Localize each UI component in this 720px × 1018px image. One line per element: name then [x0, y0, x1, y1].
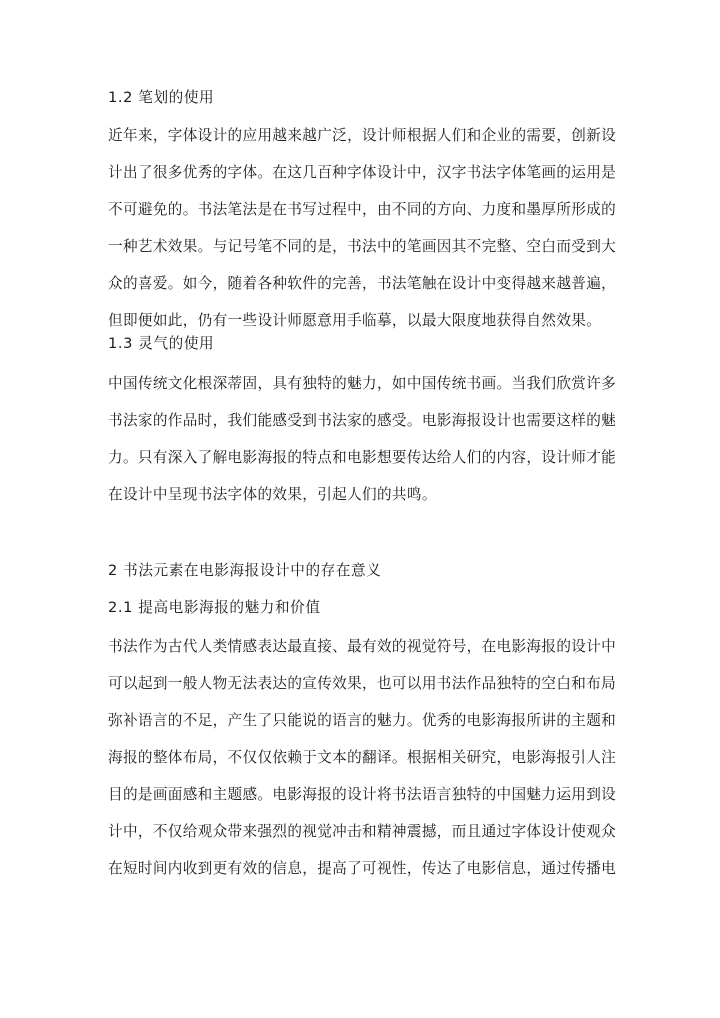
- paragraph-line: 弥补语言的不足，产生了只能说的语言的魅力。优秀的电影海报所讲的主题和: [108, 712, 616, 729]
- paragraph-line: 计中，不仅给观众带来强烈的视觉冲击和精神震撼，而且通过字体设计使观众: [108, 823, 616, 840]
- paragraph-line: 目的是画面感和主题感。电影海报的设计将书法语言独特的中国魅力运用到设: [108, 786, 616, 803]
- paragraph-line: 中国传统文化根深蒂固，具有独特的魅力，如中国传统书画。当我们欣赏许多: [108, 375, 616, 392]
- paragraph-line: 书法家的作品时，我们能感受到书法家的感受。电影海报设计也需要这样的魅: [108, 412, 616, 429]
- paragraph-line: 近年来，字体设计的应用越来越广泛，设计师根据人们和企业的需要，创新设: [108, 127, 616, 144]
- paragraph-line: 海报的整体布局，不仅仅依赖于文本的翻译。根据相关研究，电影海报引人注: [108, 749, 616, 766]
- paragraph-line: 可以起到一般人物无法表达的宣传效果，也可以用书法作品独特的空白和布局: [108, 675, 616, 692]
- section-heading-1-3: 1.3 灵气的使用: [108, 335, 215, 352]
- paragraph-line: 书法作为古代人类情感表达最直接、最有效的视觉符号，在电影海报的设计中: [108, 638, 616, 655]
- section-heading-1-2: 1.2 笔划的使用: [108, 89, 215, 106]
- paragraph-line: 在短时间内收到更有效的信息，提高了可视性，传达了电影信息，通过传播电: [108, 860, 616, 877]
- paragraph-line: 众的喜爱。如今，随着各种软件的完善，书法笔触在设计中变得越来越普遍，: [108, 275, 616, 292]
- paragraph-line: 但即便如此，仍有一些设计师愿意用手临摹，以最大限度地获得自然效果。: [108, 312, 602, 329]
- paragraph-line: 在设计中呈现书法字体的效果，引起人们的共鸣。: [108, 486, 437, 503]
- section-heading-2-1: 2.1 提高电影海报的魅力和价值: [108, 599, 321, 616]
- section-heading-2: 2 书法元素在电影海报设计中的存在意义: [108, 562, 382, 579]
- paragraph-line: 计出了很多优秀的字体。在这几百种字体设计中，汉字书法字体笔画的运用是: [108, 164, 616, 181]
- paragraph-line: 不可避免的。书法笔法是在书写过程中，由不同的方向、力度和墨厚所形成的: [108, 201, 616, 218]
- paragraph-line: 力。只有深入了解电影海报的特点和电影想要传达给人们的内容，设计师才能: [108, 449, 616, 466]
- paragraph-line: 一种艺术效果。与记号笔不同的是，书法中的笔画因其不完整、空白而受到大: [108, 238, 616, 255]
